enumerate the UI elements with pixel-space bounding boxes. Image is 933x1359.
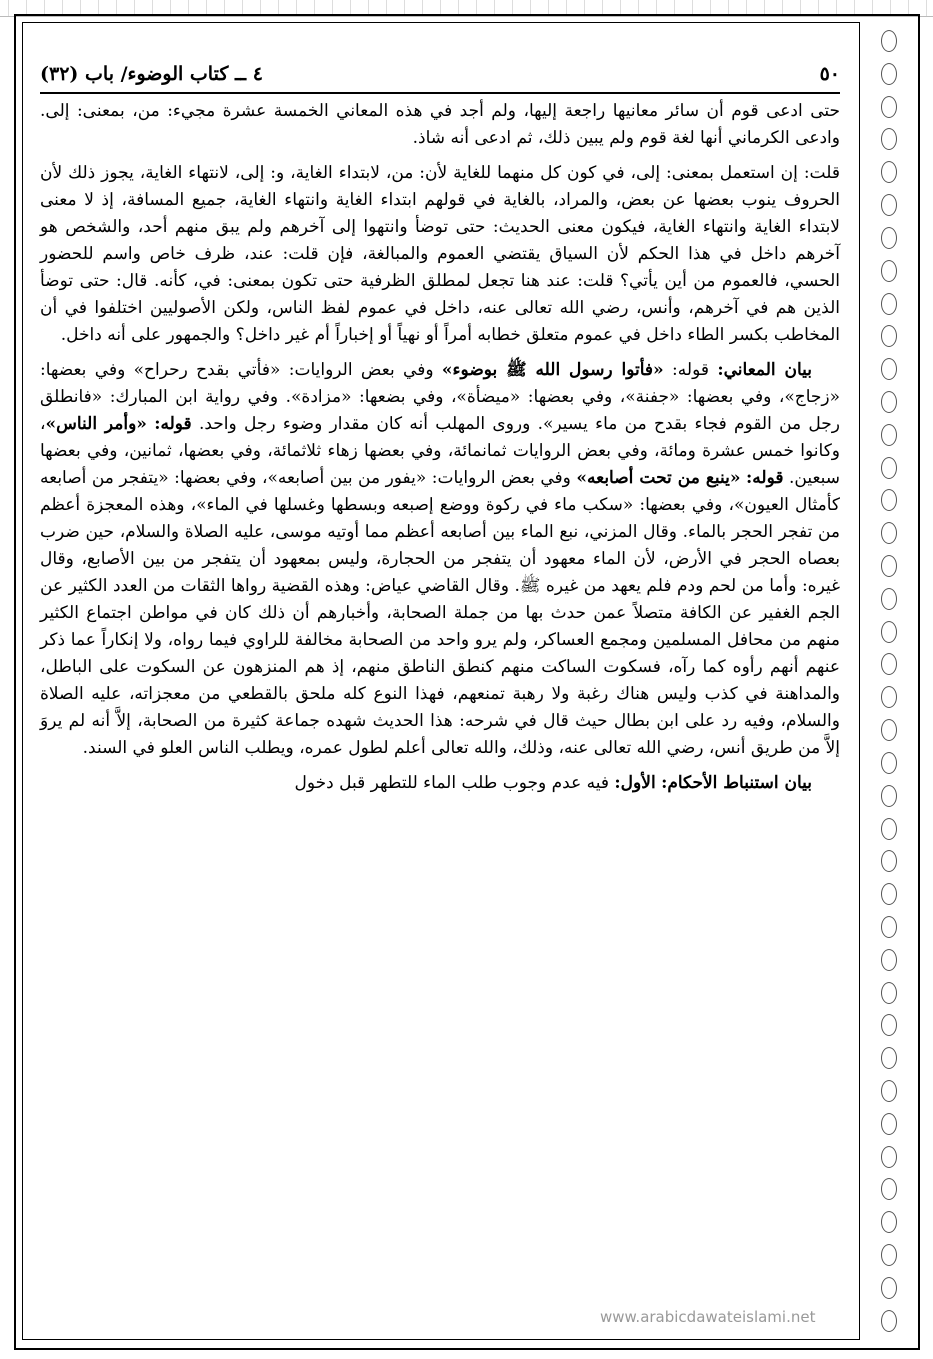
watermark-url: www.arabicdawateislami.net bbox=[600, 1308, 816, 1326]
page-body bbox=[40, 98, 840, 805]
section-heading-rulings: بيان استنباط الأحكام: bbox=[661, 773, 812, 793]
page-header bbox=[40, 56, 840, 94]
paragraph-intro: حتى ادعى قوم أن سائر معانيها راجعة إليها، ولم أجد في هذه المعاني الخمسة عشرة مجيء: من، بمعنى: إلى. وادعى الكرماني أنها لغة قوم ولم يبين ذلك، ثم ادعى أنه شاذ. bbox=[40, 101, 840, 148]
text-run: فيه عدم وجوب طلب الماء للتطهر قبل دخول bbox=[294, 773, 609, 793]
text-run: قوله: bbox=[154, 414, 192, 434]
paragraph-discussion: قلت: إن استعمل بمعنى: إلى، في كون كل منهما للغاية لأن: من، لابتداء الغاية، و: إلى، لانتهاء الغاية، يجوز ذلك لأن الحروف ينوب بعضها عن بعض، والمراد، بالغاية في قولهم ابتداء الغاية وانتهاء الغاية، جميع المسافة، إذ لا معنى لابتداء الغاية وانتهاء الغاية، فيكون معنى الحديث: حتى توضأ وانتهوا إلى آخرهم ولم يبق منهم أحد، والشخص هو آخرهم داخل في هذا الحكم لأن السياق يقتضي العموم والمبالغة، فإن قلت: عند، ظرف خاص واسم للحضور الحسي، فالعموم من أين يأتي؟ قلت: عند هنا تجعل لمطلق الظرفية حتى تكون بمعنى: في، كأنه. قال: حتى توضأ الذين هم في آخرهم، وأنس، رضي الله تعالى عنه، داخل في عموم لفظ الناس، ولكن الأصوليين اختلفوا في أن المخاطب بكسر الطاء داخل في عموم متعلق خطابه أمراً أو نهياً أو إخباراً أم غير داخل؟ والجمهور على أنه داخل. bbox=[40, 163, 840, 345]
paragraph-meanings bbox=[40, 357, 840, 762]
hadith-quote: «فأتوا رسول الله ﷺ بوضوء» bbox=[441, 360, 664, 380]
text-run: وفي بعض الروايات: «فأتي بقدح رحراح» وفي بعضها: «زجاج»، وفي بعضها: «جفنة»، وفي بعضها: «ميضأة»، وفي بضعها: «مزادة». وفي رواية ابن المبارك: «فانطلق رجل من القوم فجاء بقدح من ماء يسير». وروى المهلب أنه كان مقدار وضوء رجل واحد. bbox=[40, 360, 841, 434]
ruling-first-label: الأول: bbox=[614, 773, 656, 793]
page-number: ٥٠ bbox=[819, 63, 840, 85]
text-run: قوله: bbox=[746, 468, 784, 488]
text-run: قوله: bbox=[672, 360, 709, 380]
side-ornament-strip bbox=[862, 22, 916, 1340]
running-title: ٤ ــ كتاب الوضوء/ باب (٣٢) bbox=[40, 63, 263, 85]
paragraph-rulings bbox=[40, 770, 840, 797]
section-heading-meanings: بيان المعاني: bbox=[717, 360, 813, 380]
hadith-quote: «ينبع من تحت أصابعه» bbox=[576, 468, 741, 488]
text-run: ، وكانوا خمس عشرة ومائة، وفي بعض الروايات ثمانمائة، وفي بعضها زهاء ثلاثمائة، وفي بعضها، ثمانين، وفي بعضها سبعين. bbox=[40, 414, 841, 488]
text-run: وفي بعض الروايات: «يفور من بين أصابعه»، وفي بعضها: «يتفجر من أصابعه كأمثال العيون»، وفي بعضها: «سكب ماء في ركوة ووضع إصبعه وبسطها وغسلها في الماء»، وهذه المعجزة أعظم من تفجر الحجر بالماء. وقال المزني، نبع الماء بين أصابعه أعظم مما أوتيه موسى، عليه الصلاة والسلام، حين ضرب بعصاه الحجر في الأرض، لأن الماء معهود أن يتفجر من الحجارة، وليس بمعهود أن يتفجر من بين الأصابع، وقال غيره: وأما من لحم ودم فلم يعهد من غيره ﷺ. وقال القاضي عياض: وهذه القضية رواها الثقات من العدد الكثير عن الجم الغفير عن الكافة متصلاً عمن حدث بها من جملة الصحابة، وأخبارهم أن ذلك كان في مواطن اجتماع الكثير منهم من محافل المسلمين ومجمع العساكر، ولم يرو واحد من الصحابة مخالفة للراوي فيما رواه، ولا إنكاراً عما ذكر عنهم أنهم رأوه كما رآه، فسكوت الساكت منهم كنطق الناطق منهم، إذ هم المنزهون عن السكوت على الباطل، والمداهنة في كذب وليس هناك رغبة ولا رهبة تمنعهم، فهذا النوع كله ملحق بالقطعي من معجزاته، عليه الصلاة والسلام، وفيه رد على ابن بطال حيث قال في شرحه: هذا الحديث شهده جماعة كثيرة من الصحابة، إلاَّ أنه لم يروَ إلاَّ من طريق أنس، رضي الله تعالى عنه، وذلك، والله تعالى أعلم لطول عمره، ويطلب الناس العلو في السند. bbox=[40, 468, 840, 758]
hadith-quote: «وأمر الناس» bbox=[45, 414, 147, 434]
